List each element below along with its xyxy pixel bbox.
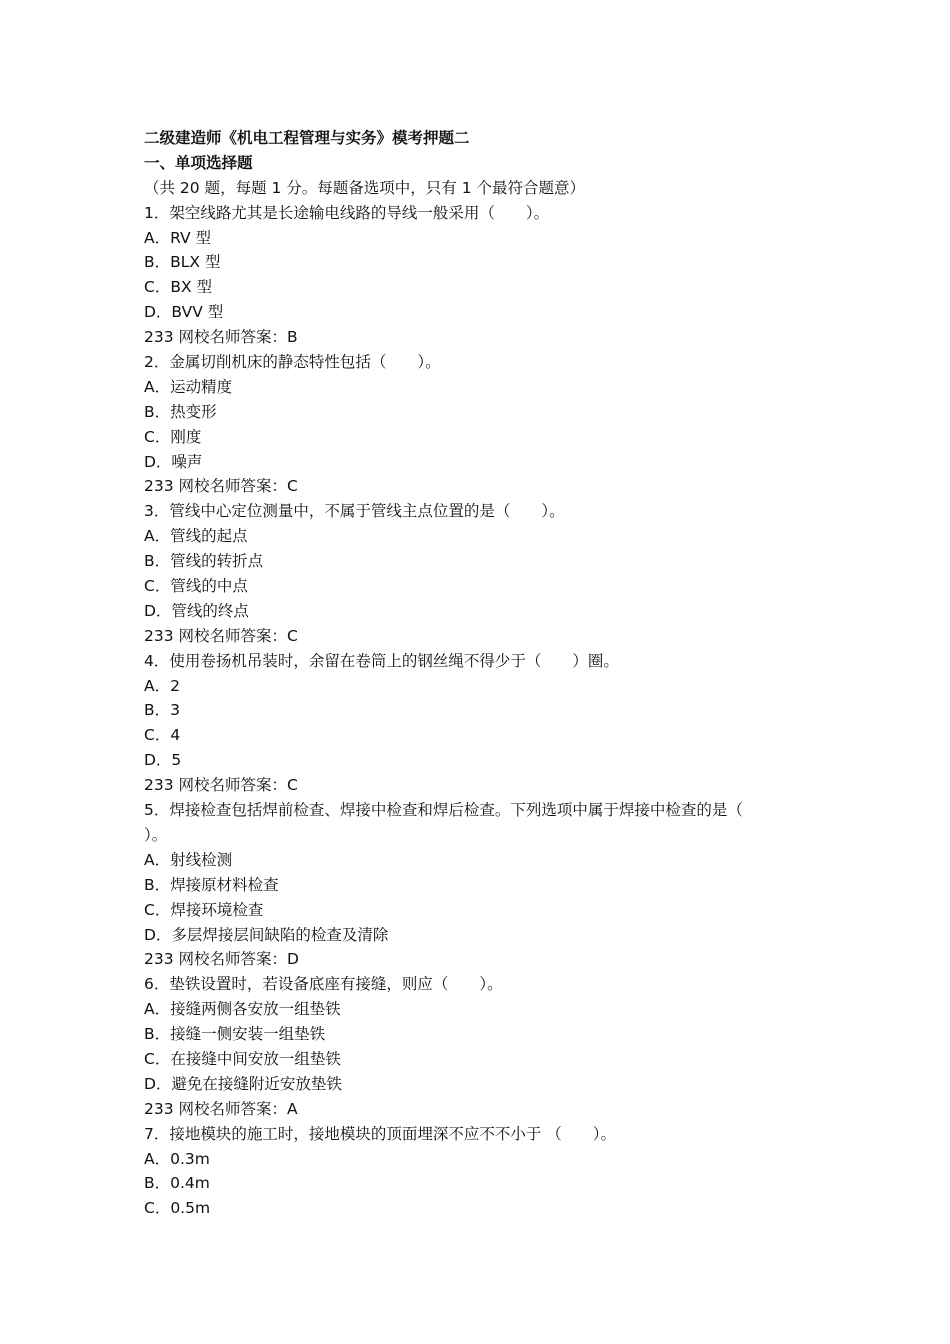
option-c: C．在接缝中间安放一组垫铁 bbox=[144, 1049, 341, 1068]
option-b: B．接缝一侧安装一组垫铁 bbox=[144, 1025, 326, 1044]
option-a: A．运动精度 bbox=[144, 377, 233, 396]
option-a: A．管线的起点 bbox=[144, 527, 248, 546]
option-c: C．0.5m bbox=[144, 1199, 211, 1218]
option-b: B．0.4m bbox=[144, 1174, 210, 1193]
question-5 bbox=[144, 798, 804, 972]
option-c: C．4 bbox=[144, 726, 181, 745]
question-2 bbox=[144, 350, 804, 499]
option-b: B．焊接原材料检查 bbox=[144, 875, 279, 894]
question-stem: 3．管线中心定位测量中，不属于管线主点位置的是（ ）。 bbox=[144, 502, 565, 521]
option-b: B．管线的转折点 bbox=[144, 552, 264, 571]
option-a: A．接缝两侧各安放一组垫铁 bbox=[144, 1000, 341, 1019]
option-d: D．多层焊接层间缺陷的检查及清除 bbox=[144, 925, 389, 944]
question-stem: 6．垫铁设置时，若设备底座有接缝，则应（ ）。 bbox=[144, 975, 503, 994]
option-d: D．噪声 bbox=[144, 452, 203, 471]
answer-line: 233 网校名师答案：A bbox=[144, 1099, 298, 1118]
option-a: A．射线检测 bbox=[144, 850, 233, 869]
option-c: C．管线的中点 bbox=[144, 577, 248, 596]
option-b: B．BLX 型 bbox=[144, 253, 221, 272]
question-6 bbox=[144, 972, 804, 1121]
question-stem: 2．金属切削机床的静态特性包括（ ）。 bbox=[144, 353, 441, 372]
answer-line: 233 网校名师答案：C bbox=[144, 477, 298, 496]
option-d: D．避免在接缝附近安放垫铁 bbox=[144, 1074, 342, 1093]
question-stem: 4．使用卷扬机吊装时，余留在卷筒上的钢丝绳不得少于（ ）圈。 bbox=[144, 651, 619, 670]
option-c: C．刚度 bbox=[144, 427, 202, 446]
question-1 bbox=[144, 201, 804, 350]
option-a: A．0.3m bbox=[144, 1149, 210, 1168]
document-page bbox=[144, 126, 804, 1221]
option-a: A．RV 型 bbox=[144, 228, 212, 247]
option-a: A．2 bbox=[144, 676, 180, 695]
section-intro: （共 20 题，每题 1 分。每题备选项中，只有 1 个最符合题意） bbox=[144, 178, 586, 197]
question-stem: 5．焊接检查包括焊前检查、焊接中检查和焊后检查。下列选项中属于焊接中检查的是（ bbox=[144, 801, 743, 820]
answer-line: 233 网校名师答案：C bbox=[144, 626, 298, 645]
option-c: C．BX 型 bbox=[144, 278, 213, 297]
option-b: B．热变形 bbox=[144, 402, 217, 421]
question-3 bbox=[144, 499, 804, 648]
option-d: D．管线的终点 bbox=[144, 601, 249, 620]
question-stem: 7．接地模块的施工时，接地模块的顶面埋深不应不不小于 （ ）。 bbox=[144, 1124, 617, 1143]
answer-line: 233 网校名师答案：B bbox=[144, 328, 298, 347]
document-title: 二级建造师《机电工程管理与实务》模考押题二 bbox=[144, 129, 470, 147]
option-d: D．BVV 型 bbox=[144, 303, 224, 322]
question-stem-continuation: ）。 bbox=[144, 825, 168, 844]
question-7 bbox=[144, 1122, 804, 1222]
question-4 bbox=[144, 649, 804, 798]
section-title: 一、单项选择题 bbox=[144, 153, 253, 172]
option-d: D．5 bbox=[144, 751, 182, 770]
option-b: B．3 bbox=[144, 701, 180, 720]
question-stem: 1．架空线路尤其是长途输电线路的导线一般采用（ ）。 bbox=[144, 203, 550, 222]
answer-line: 233 网校名师答案：C bbox=[144, 776, 298, 795]
answer-line: 233 网校名师答案：D bbox=[144, 950, 299, 969]
option-c: C．焊接环境检查 bbox=[144, 900, 264, 919]
